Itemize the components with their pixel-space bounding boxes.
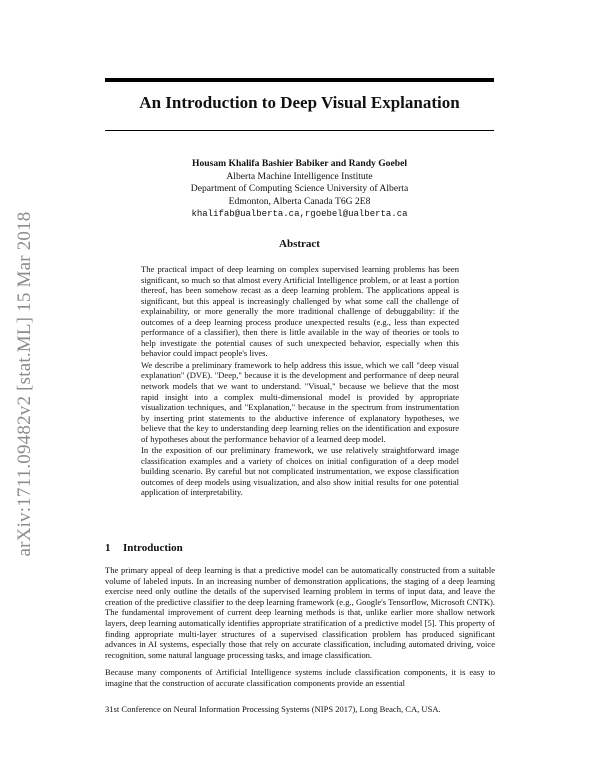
- abstract-body: [141, 264, 459, 499]
- abstract-heading: Abstract: [279, 238, 320, 250]
- abstract-paragraph: We describe a preliminary framework to help address this issue, which we call "deep visual explanation" (DVE). "Deep," because it is the development and performance of deep neural network models that we want to understand. "Visual," because we believe that the most rapid insight into a complex multi-dimensional model is provided by appropriate visualization techniques, and "Explanation," because in the spectrum from instrumentation by inserting print statements to the abductive inference of explanatory hypotheses, we believe that the key to understanding deep learning relies on the identification and exposure of hypotheses about the performance behavior of a learned deep model.: [141, 359, 459, 444]
- conference-footnote: 31st Conference on Neural Information Processing Systems (NIPS 2017), Long Beach, CA, USA.: [105, 704, 441, 714]
- affiliation-line: Department of Computing Science University of Alberta: [190, 183, 409, 194]
- arxiv-id: arXiv:1711.09482v2 [stat.ML] 15 Mar 2018: [14, 211, 35, 557]
- body-paragraph: Because many components of Artificial Intelligence systems include classification components, it is easy to imagine that the construction of accurate classification components provide an essential: [105, 667, 495, 688]
- author-names: Housam Khalifa Bashier Babiker and Randy Goebel: [191, 158, 407, 169]
- title-rule-top: [105, 78, 494, 82]
- title-rule-bottom: [105, 130, 494, 131]
- abstract-paragraph: The practical impact of deep learning on complex supervised learning problems has been significant, so much so that almost every Artificial Intelligence problem, or at least a portion thereof, has been somehow recast as a deep learning problem. The applications appeal is significant, but this appeal is increasingly challenged by what some call the challenge of explainability, or more generally the more traditional challenge of debuggability: if the outcomes of a deep learning process produce unexpected results (e.g., less than expected performance of a classifier), then there is little available in the way of theories or tools to help investigate the potential causes of such unexpected behavior, especially when this behavior could impact people's lives.: [141, 264, 459, 359]
- section-title: Introduction: [123, 542, 183, 554]
- section-number: 1: [105, 542, 111, 554]
- body-paragraph: The primary appeal of deep learning is that a predictive model can be automatically constructed from a suitable volume of labeled inputs. In an increasing number of demonstration applications, the staging of a deep learning exercise need only outline the details of the supervised learning problem in terms of input data, and leave the creation of the predictive classifier to the deep learning framework (e.g., Google's Tensorflow, Microsoft CNTK). The fundamental improvement of current deep learning methods is that, unlike earlier more shallow network layers, deep learning automatically identifies appropriate stratification of a predictive model [5]. This property of finding appropriate multi-layer structures of a supervised classification problem has produced significant advances in AI systems, especially those that rely on accurate classification, including automated driving, voice recognition, some natural language processing tasks, and image classification.: [105, 565, 495, 660]
- affiliation-line: Edmonton, Alberta Canada T6G 2E8: [228, 195, 371, 207]
- section-heading: [105, 542, 183, 554]
- paper-title: An Introduction to Deep Visual Explanation: [139, 93, 460, 112]
- author-emails: khalifab@ualberta.ca,rgoebel@ualberta.ca: [191, 209, 408, 219]
- author-block: [105, 158, 494, 221]
- arxiv-stamp: [10, 204, 40, 564]
- section-body: [105, 565, 495, 696]
- abstract-paragraph: In the exposition of our preliminary framework, we use relatively straightforward image classification examples and a variety of choices on initial configuration of a deep model building scenario. By careful but not complicated instrumentation, we expose classification outcomes of deep models using visualization, and also show initial results for one potential application of interpretability.: [141, 445, 459, 498]
- affiliation-line: Alberta Machine Intelligence Institute: [226, 170, 373, 182]
